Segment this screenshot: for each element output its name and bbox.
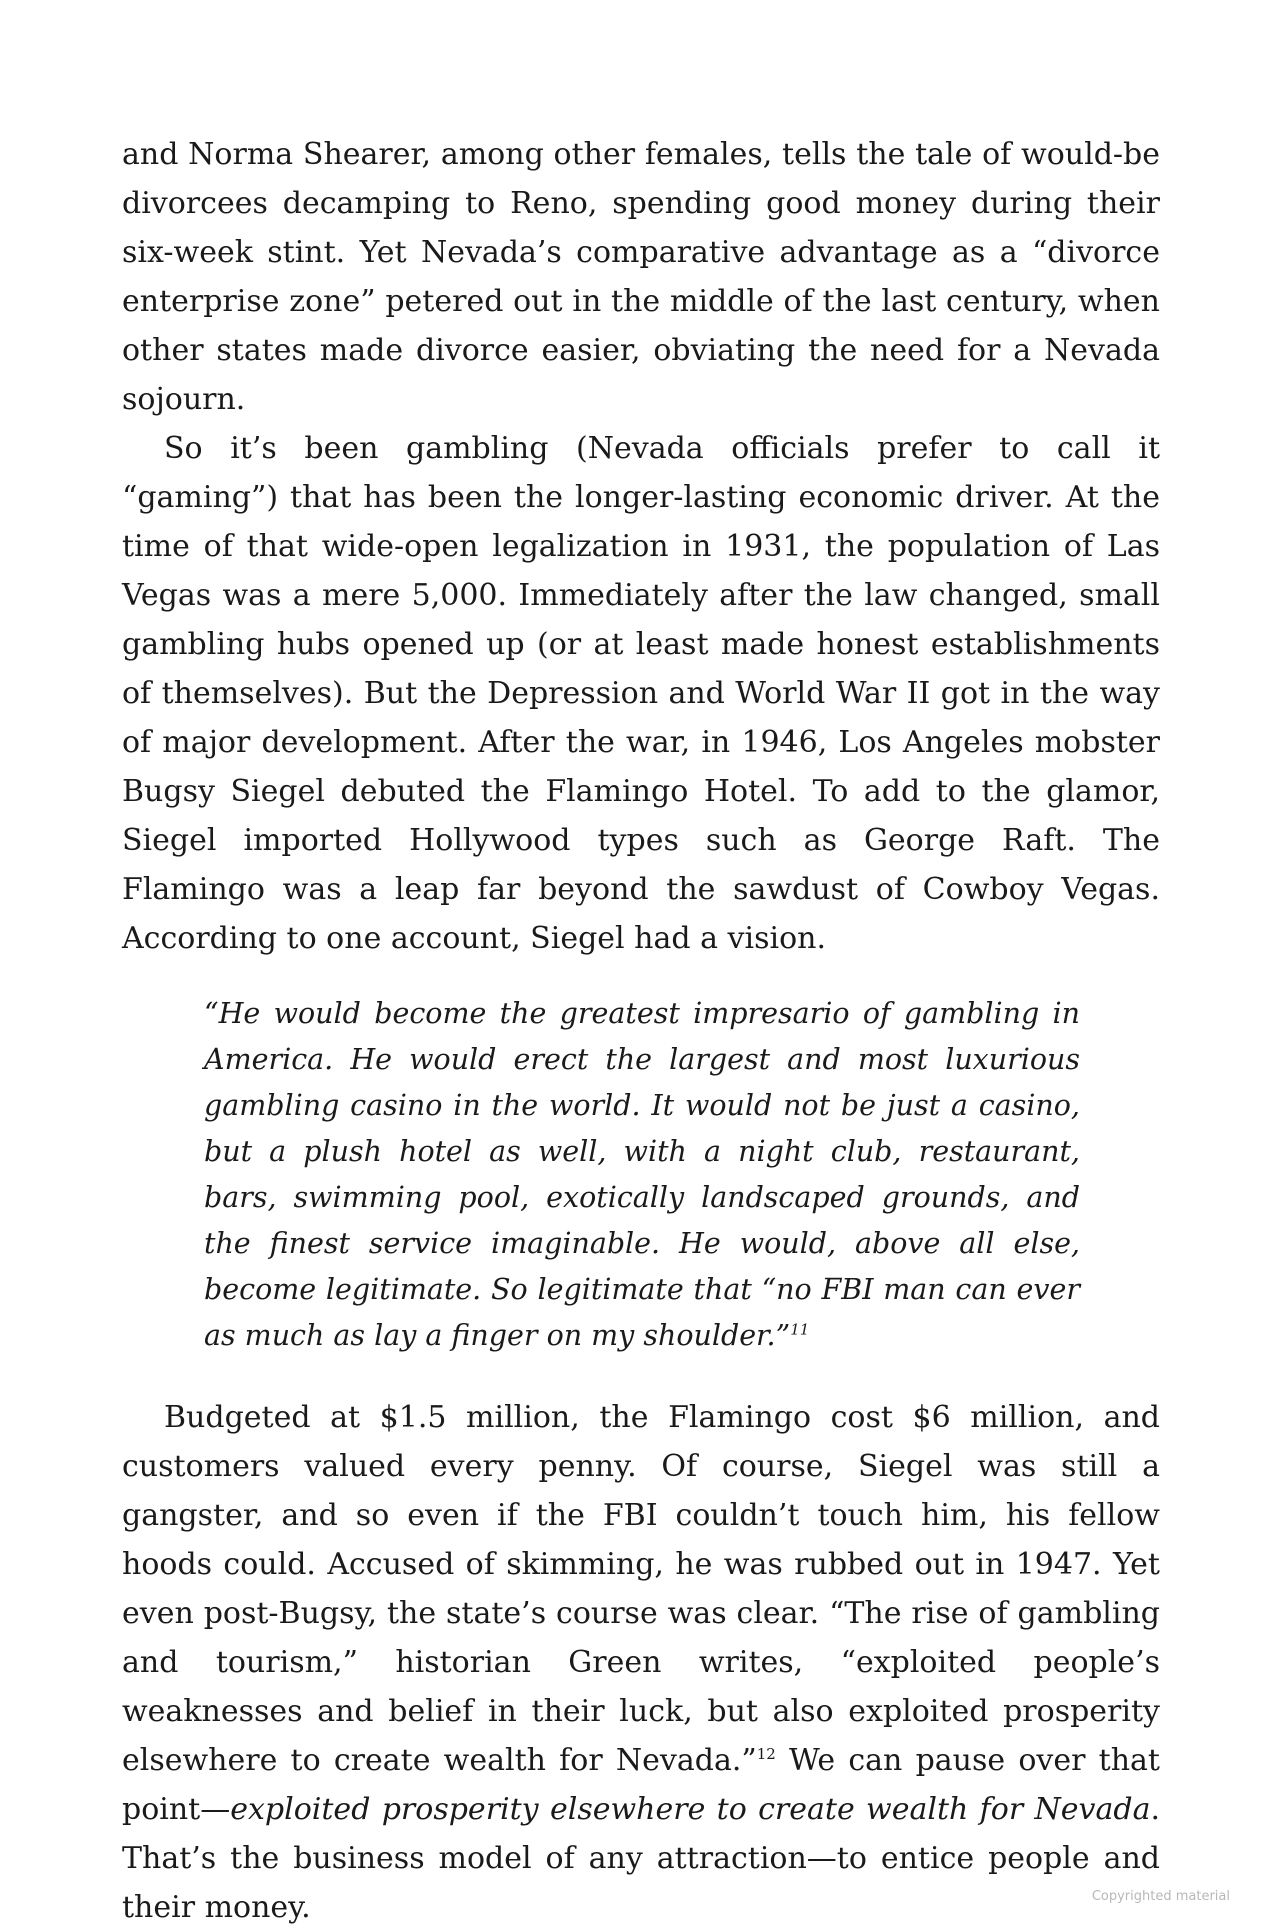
footnote-ref-11[interactable]: 11 xyxy=(790,1320,810,1339)
book-page xyxy=(122,130,1160,1932)
siegel-quote-text: “He would become the greatest impresario of gambling in America. He would erect the largest and most luxurious gambling casino in the world. It would not be just a casino, but a plush hotel as well, with a night club, restaurant, bars, swimming pool, exotically landscaped grounds, and the finest service imaginable. He would, above all else, become legitimate. So legitimate that “no FBI man can ever as much as lay a finger on my shoulder.” xyxy=(204,997,1080,1352)
paragraph-divorce-trade: and Norma Shearer, among other females, tells the tale of would-be divorcees decamping to Reno, spending good money during their six-week stint. Yet Nevada’s comparative advantage as a “divorce enterprise zone” petered out in the middle of the last century, when other states made divorce easier, obviating the need for a Nevada sojourn. xyxy=(122,137,1160,417)
flamingo-text-part-3: . That’s the business model of any attraction—to entice people and their money. xyxy=(122,1792,1160,1925)
copyright-watermark: Copyrighted material xyxy=(1091,1889,1230,1904)
paragraph-flamingo-cost xyxy=(122,1393,1160,1932)
flamingo-emphasis: exploited prosperity elsewhere to create wealth for Nevada xyxy=(230,1792,1151,1827)
flamingo-text-part-1: Budgeted at $1.5 million, the Flamingo cost $6 million, and customers valued every penny. Of course, Siegel was still a gangster, and so even if the FBI couldn’t touch him, his fellow hoods could. Accused of skimming, he was rubbed out in 1947. Yet even post-Bugsy, the state’s course was clear. “The rise of gambling and tourism,” historian Green writes, “exploited people’s weaknesses and belief in their luck, but also exploited prosperity elsewhere to create wealth for Nevada.” xyxy=(122,1400,1160,1778)
paragraph-gambling-history: So it’s been gambling (Nevada officials prefer to call it “gaming”) that has been the longer-lasting economic driver. At the time of that wide-open legalization in 1931, the population of Las Vegas was a mere 5,000. Immediately after the law changed, small gambling hubs opened up (or at least made honest establishments of themselves). But the Depression and World War II got in the way of major development. After the war, in 1946, Los Angeles mobster Bugsy Siegel debuted the Flamingo Hotel. To add to the glamor, Siegel imported Hollywood types such as George Raft. The Flamingo was a leap far beyond the sawdust of Cowboy Vegas. According to one account, Siegel had a vision. xyxy=(122,431,1160,956)
siegel-quote xyxy=(204,991,1080,1359)
flamingo-text-part-2: We can pause over that point— xyxy=(122,1743,1160,1827)
footnote-ref-12[interactable]: 12 xyxy=(756,1745,776,1763)
